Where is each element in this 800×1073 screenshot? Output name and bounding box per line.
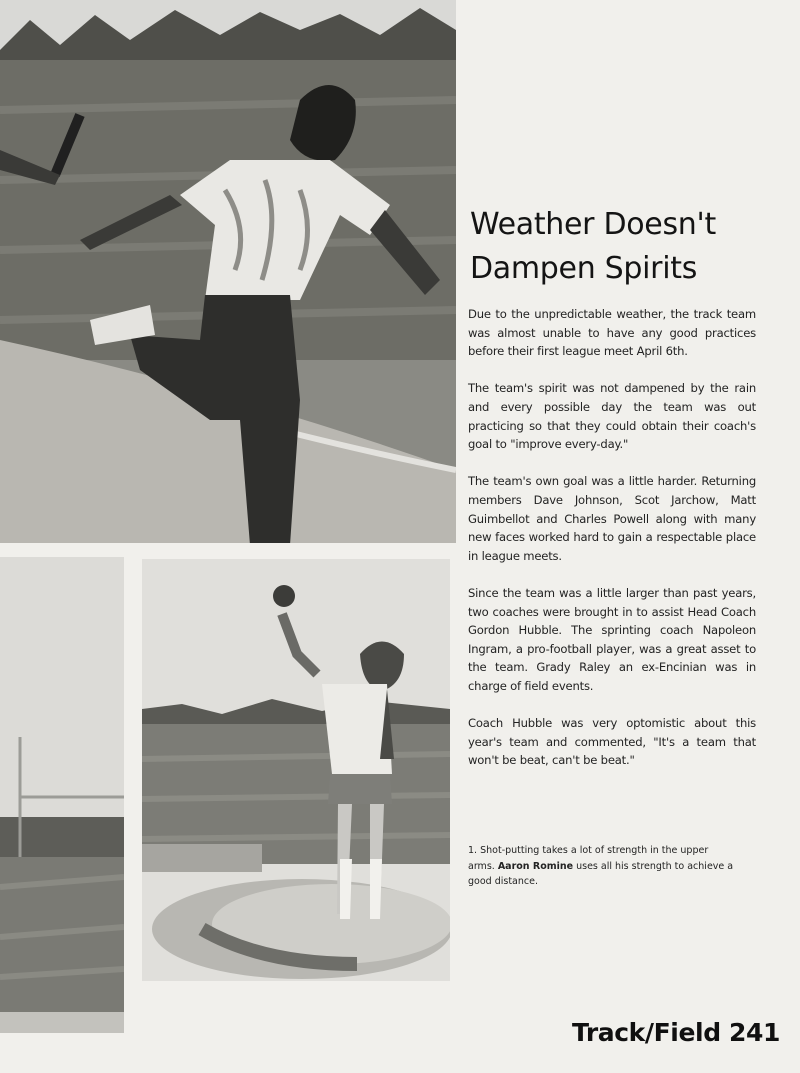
field-goalpost-photo [0, 557, 124, 1033]
page-folio [560, 1018, 780, 1047]
body-paragraph-1: Due to the unpredictable weather, the track team was almost unable to have any good practices before their first league meet April 6th. [468, 307, 756, 359]
folio-page-number: 241 [729, 1018, 780, 1047]
relay-runner-illustration [0, 0, 456, 543]
relay-runner-photo [0, 0, 456, 543]
field-goalpost-illustration [0, 557, 124, 1033]
body-paragraph-4: Since the team was a little larger than past years, two coaches were brought in to assist Head Coach Gordon Hubble. The sprinting coach Napoleon Ingram, a pro-football player, was a great asset to the team. Grady Raley an ex-Encinian was in charge of field events. [468, 585, 756, 693]
article-body [468, 305, 756, 788]
caption-name: Aaron Romine [497, 860, 574, 872]
caption-text-after: uses all his strength to achieve a good distance. [468, 860, 734, 887]
shot-put-photo [142, 559, 450, 981]
photo-caption [468, 843, 738, 890]
headline-line-2: Dampen Spirits [470, 251, 698, 286]
body-paragraph-5: Coach Hubble was very optomistic about this year's team and commented, "It's a team that won't be beat, can't be beat." [468, 716, 756, 768]
article-headline [470, 203, 790, 291]
body-paragraph-3: The team's own goal was a little harder. Returning members Dave Johnson, Scot Jarchow, Matt Guimbellot and Charles Powell along with many new faces worked hard to gain a respectable place in league meets. [468, 474, 756, 563]
shot-put-illustration [142, 559, 450, 981]
caption-number: 1. [468, 845, 478, 856]
show-through-text [510, 115, 520, 155]
headline-line-1: Weather Doesn't [470, 207, 716, 242]
folio-section: Track/Field [571, 1018, 721, 1047]
caption-text-before: Shot-putting takes a lot of strength in the upper arms. [468, 845, 709, 872]
body-paragraph-2: The team's spirit was not dampened by the rain and every possible day the team was out practicing so that they could obtain their coach's goal to "improve every-day." [468, 381, 756, 452]
